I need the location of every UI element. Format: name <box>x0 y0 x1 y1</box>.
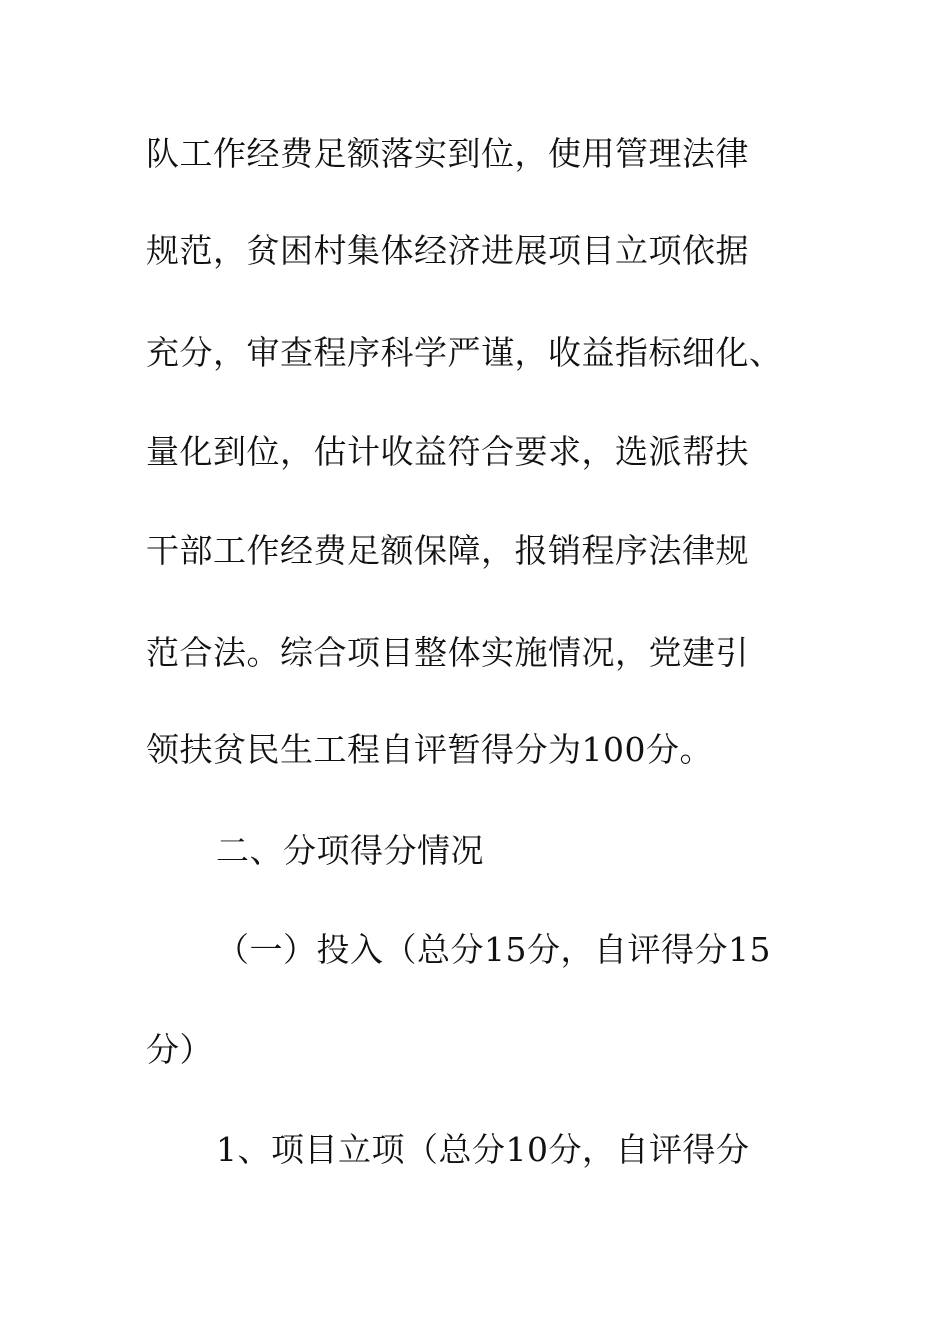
body-text-line: 规范，贫困村集体经济进展项目立项依据 <box>146 231 749 270</box>
subsection-heading-continuation: 分） <box>146 1030 213 1069</box>
item-heading: 1、项目立项（总分10分，自评得分 <box>216 1130 750 1169</box>
body-text-line: 干部工作经费足额保障，报销程序法律规 <box>146 531 749 570</box>
body-text-line: 充分，审查程序科学严谨，收益指标细化、 <box>146 333 783 372</box>
body-text-line: 队工作经费足额落实到位，使用管理法律 <box>146 134 749 173</box>
body-text-line: 量化到位，估计收益符合要求，选派帮扶 <box>146 432 749 471</box>
body-text-line: 范合法。综合项目整体实施情况，党建引 <box>146 633 749 672</box>
body-text-line: 领扶贫民生工程自评暂得分为100分。 <box>146 730 713 769</box>
section-heading: 二、分项得分情况 <box>216 831 484 870</box>
subsection-heading: （一）投入（总分15分，自评得分15 <box>216 930 771 969</box>
